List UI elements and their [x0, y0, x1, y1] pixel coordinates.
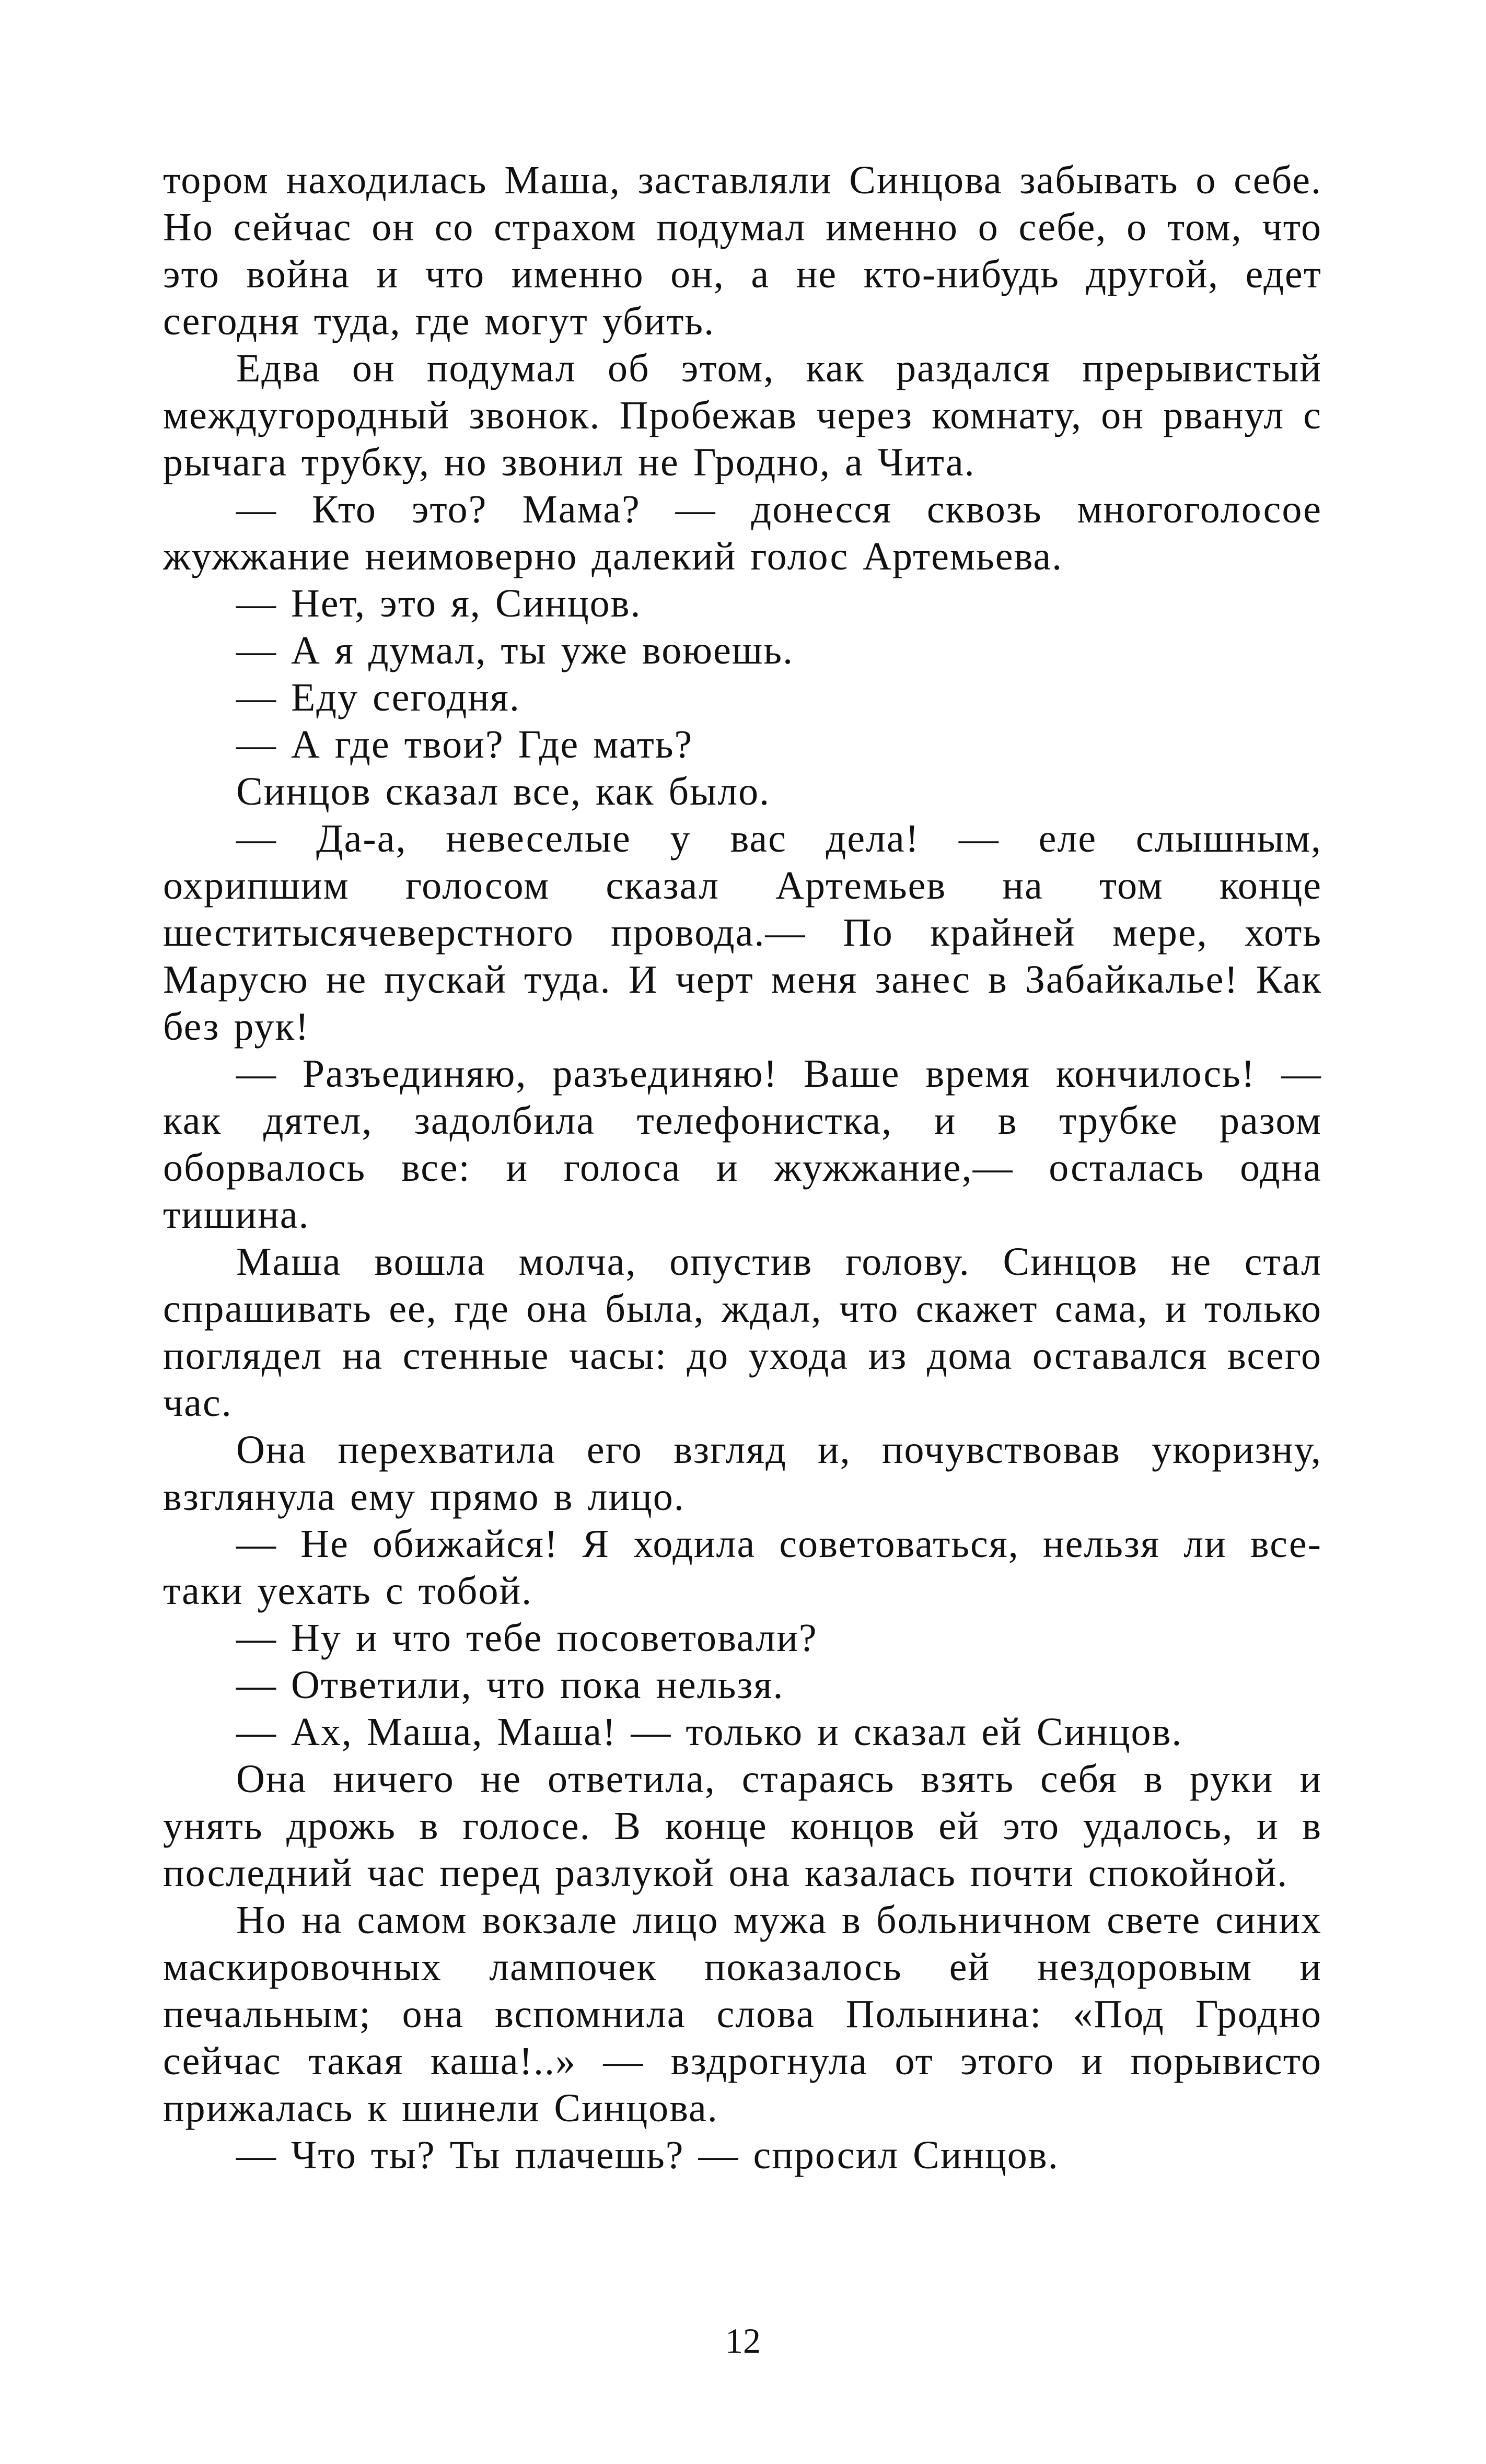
paragraph: тором находилась Маша, заставляли Синцова забывать о себе. Но сейчас он со страхом подумал именно о себе, о том, что это война и что именно он, а не кто-нибудь другой, едет сегодня туда, где могут убить.: [163, 158, 1322, 343]
paragraph: — А где твои? Где мать?: [236, 723, 693, 766]
paragraph: Она перехватила его взгляд и, почувствовав укоризну, взглянула ему прямо в лицо.: [163, 1428, 1322, 1519]
paragraph: Едва он подумал об этом, как раздался прерывистый междугородный звонок. Пробежав через комнату, он рванул с рычага трубку, но звонил не Гродно, а Чита.: [163, 346, 1322, 484]
paragraph: Но на самом вокзале лицо мужа в больничном свете синих маскировочных лампочек показалось ей нездоровым и печальным; она вспомнила слова Полынина: «Под Гродно сейчас такая каша!..» — вздрогнула от этого и порывисто прижалась к шинели Синцова.: [163, 1898, 1322, 2130]
page-number: 12: [725, 2321, 761, 2361]
paragraph: — Не обижайся! Я ходила советоваться, нельзя ли все-таки уехать с тобой.: [163, 1522, 1322, 1613]
paragraph: — Да-а, невеселые у вас дела! — еле слышным, охрипшим голосом сказал Артемьев на том конце шеститысячеверстного провода.— По крайней мере, хоть Марусю не пускай туда. И черт меня занес в Забайкалье! Как без рук!: [163, 817, 1322, 1049]
paragraph: — Что ты? Ты плачешь? — спросил Синцов.: [236, 2133, 1059, 2177]
paragraph: Маша вошла молча, опустив голову. Синцов не стал спрашивать ее, где она была, ждал, что скажет сама, и только поглядел на стенные часы: до ухода из дома оставался всего час.: [163, 1240, 1322, 1425]
paragraph: — Ну и что тебе посоветовали?: [236, 1616, 818, 1660]
paragraph: — Разъединяю, разъединяю! Ваше время кончилось! — как дятел, задолбила телефонистка, и в трубке разом оборвалось все: и голоса и жужжание,— осталась одна тишина.: [163, 1052, 1322, 1237]
paragraph: Она ничего не ответила, стараясь взять себя в руки и унять дрожь в голосе. В конце концов ей это удалось, и в последний час перед разлукой она казалась почти спокойной.: [163, 1757, 1322, 1895]
body-text: [163, 157, 1322, 2320]
paragraph: — А я думал, ты уже воюешь.: [236, 629, 794, 672]
paragraph: — Еду сегодня.: [236, 676, 520, 719]
paragraph: — Нет, это я, Синцов.: [236, 582, 642, 625]
paragraph: — Кто это? Мама? — донесся сквозь многоголосое жужжание неимоверно далекий голос Артемьева.: [163, 487, 1322, 578]
paragraph: Синцов сказал все, как было.: [236, 770, 771, 813]
paragraph: — Ответили, что пока нельзя.: [236, 1663, 784, 1707]
paragraph: — Ах, Маша, Маша! — только и сказал ей Синцов.: [236, 1710, 1183, 1754]
